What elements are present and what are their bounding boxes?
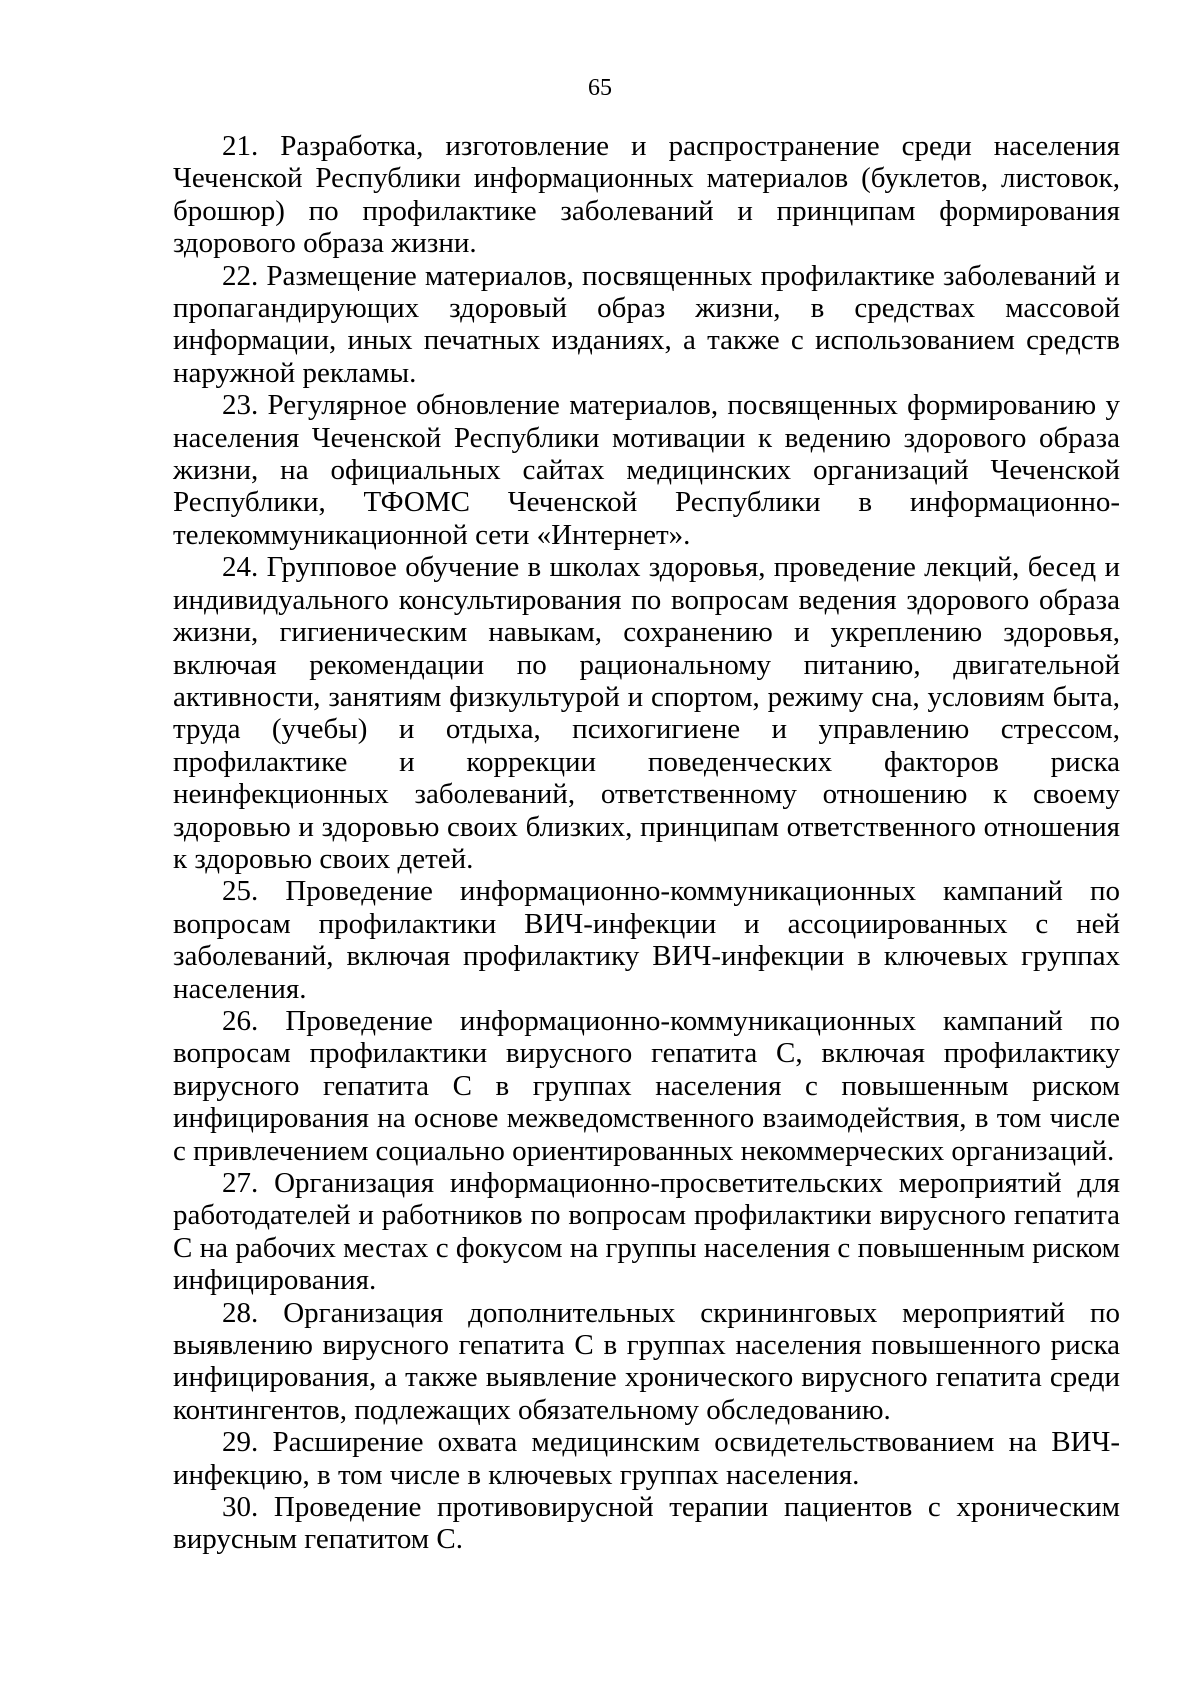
paragraph-27: 27. Организация информационно-просветительских мероприятий для работодателей и работников по вопросам профилактики вирусного гепатита С на рабочих местах с фокусом на группы населения с повышенным риском инфицирования. [173,1167,1120,1297]
document-body [173,130,1120,1556]
paragraph-22: 22. Размещение материалов, посвященных профилактике заболеваний и пропагандирующих здоровый образ жизни, в средствах массовой информации, иных печатных изданиях, а также с использованием средств наружной рекламы. [173,259,1120,389]
page-number: 65 [588,75,612,101]
paragraph-25: 25. Проведение информационно-коммуникационных кампаний по вопросам профилактики ВИЧ-инфекции и ассоциированных с ней заболеваний, включая профилактику ВИЧ-инфекции в ключевых группах населения. [173,875,1120,1005]
paragraph-23: 23. Регулярное обновление материалов, посвященных формированию у населения Чеченской Республики мотивации к ведению здорового образа жизни, на официальных сайтах медицинских организаций Чеченской Республики, ТФОМС Чеченской Республики в информационно-телекоммуникационной сети «Интернет». [173,389,1120,551]
paragraph-21: 21. Разработка, изготовление и распространение среди населения Чеченской Республики информационных материалов (буклетов, листовок, брошюр) по профилактике заболеваний и принципам формирования здорового образа жизни. [173,130,1120,260]
paragraph-28: 28. Организация дополнительных скрининговых мероприятий по выявлению вирусного гепатита С в группах населения повышенного риска инфицирования, а также выявление хронического вирусного гепатита среди контингентов, подлежащих обязательному обследованию. [173,1296,1120,1426]
paragraph-24: 24. Групповое обучение в школах здоровья, проведение лекций, бесед и индивидуального консультирования по вопросам ведения здорового образа жизни, гигиеническим навыкам, сохранению и укреплению здоровья, включая рекомендации по рациональному питанию, двигательной активности, занятиям физкультурой и спортом, режиму сна, условиям быта, труда (учебы) и отдыха, психогигиене и управлению стрессом, профилактике и коррекции поведенческих факторов риска неинфекционных заболеваний, ответственному отношению к своему здоровью и здоровью своих близких, принципам ответственного отношения к здоровью своих детей. [173,551,1120,875]
paragraph-29: 29. Расширение охвата медицинским освидетельствованием на ВИЧ-инфекцию, в том числе в ключевых группах населения. [173,1426,1120,1491]
paragraph-26: 26. Проведение информационно-коммуникационных кампаний по вопросам профилактики вирусного гепатита С, включая профилактику вирусного гепатита С в группах населения с повышенным риском инфицирования на основе межведомственного взаимодействия, в том числе с привлечением социально ориентированных некоммерческих организаций. [173,1004,1120,1167]
paragraph-30: 30. Проведение противовирусной терапии пациентов с хроническим вирусным гепатитом С. [173,1491,1120,1556]
